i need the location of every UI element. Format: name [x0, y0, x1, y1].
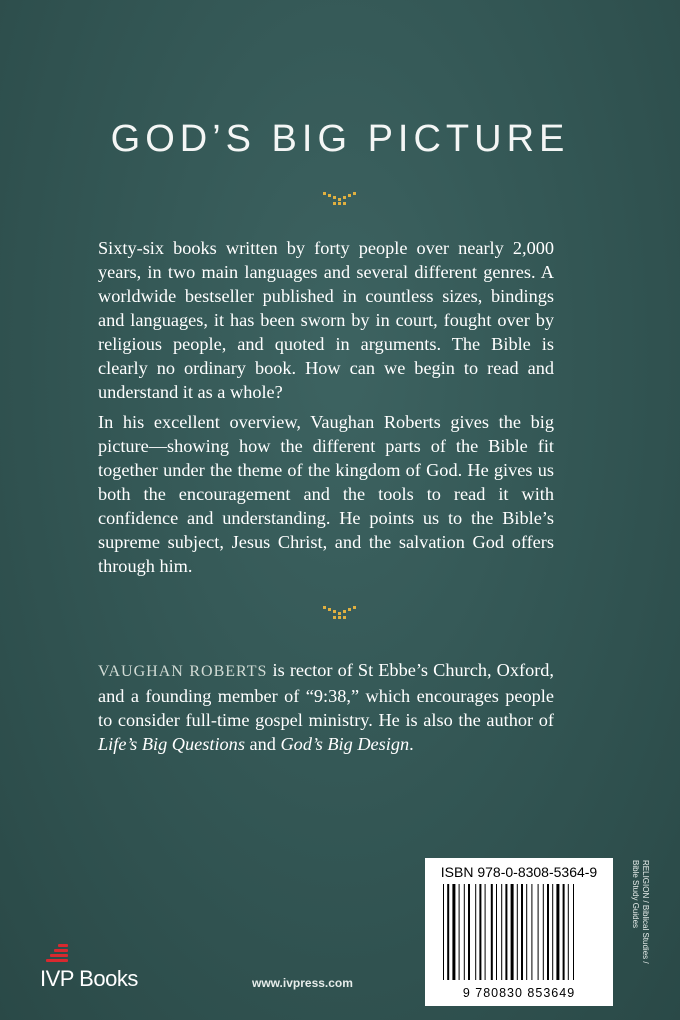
author-bio-text: .: [409, 734, 414, 754]
barcode-bars: [443, 884, 595, 980]
category-label: RELIGION / Biblical Studies / Bible Study Guides: [631, 860, 650, 964]
author-bio-text: is rector of St Ebbe’s Church, Oxford, and a founding member of “9:38,” which encourages people to consider full-time gospel ministry. He is also the author of: [98, 660, 555, 730]
barcode-panel: [425, 858, 613, 1006]
ornament-divider-icon: [322, 190, 356, 208]
publisher-name: IVP Books: [40, 966, 138, 991]
ivp-logo-icon: [40, 942, 70, 964]
isbn-label: ISBN 978-0-8308-5364-9: [440, 864, 598, 880]
author-name: VAUGHAN ROBERTS: [98, 663, 268, 680]
barcode-number: 9 780830 853649: [462, 986, 576, 1000]
ornament-divider-icon: [322, 604, 356, 622]
publisher-website: www.ivpress.com: [252, 976, 353, 990]
book-title-ref: God’s Big Design: [280, 734, 410, 754]
book-title: GOD’S BIG PICTURE: [110, 118, 570, 160]
description-paragraph-1: Sixty-six books written by forty people over nearly 2,000 years, in two main languages and several different genres. A worldwide bestseller published in countless sizes, bindings and languages, it has been sworn by in court, fought over by religious people, and quoted in arguments. The Bible is clearly no ordinary book. How can we begin to read and understand it as a whole?: [98, 238, 554, 402]
author-bio: [98, 658, 554, 756]
author-bio-text: and: [244, 734, 281, 754]
book-title-ref: Life’s Big Questions: [98, 734, 245, 754]
description-paragraph-2: In his excellent overview, Vaughan Roberts gives the big picture—showing how the different parts of the Bible fit together under the theme of the kingdom of God. He gives us both the encouragement and the tools to read it with confidence and understanding. He points us to the Bible’s supreme subject, Jesus Christ, and the salvation God offers through him.: [98, 412, 554, 576]
